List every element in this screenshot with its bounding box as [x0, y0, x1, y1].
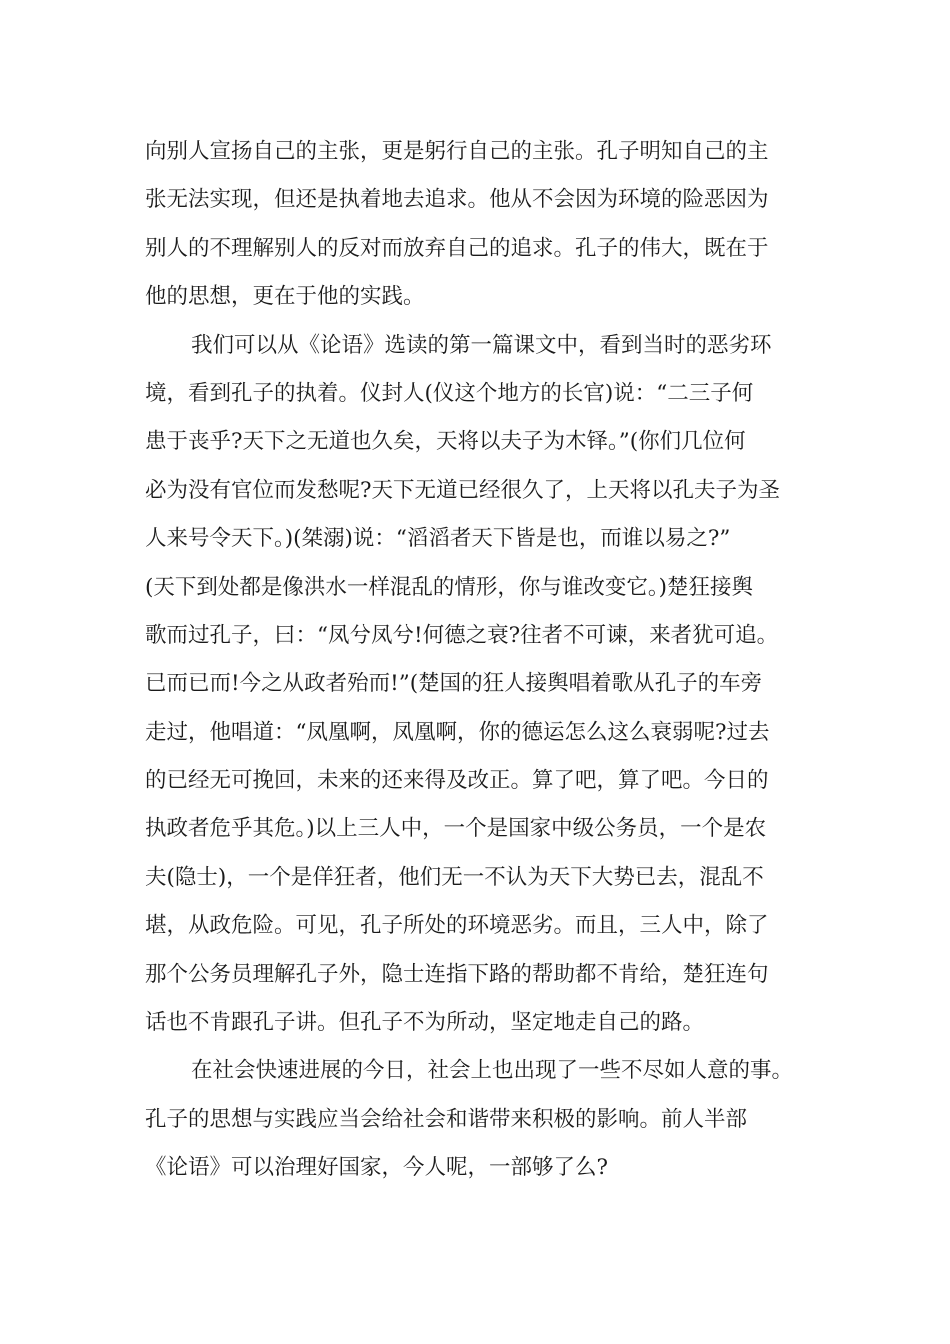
text-line: 向别人宣扬自己的主张，更是躬行自己的主张。孔子明知自己的主	[145, 139, 769, 164]
text-line: 人来号令天下。)(桀溺)说：“滔滔者天下皆是也，而谁以易之?”	[145, 526, 731, 552]
text-line: 那个公务员理解孔子外，隐士连指下路的帮助都不肯给，楚狂连句	[145, 961, 769, 987]
text-line: 张无法实现，但还是执着地去追求。他从不会因为环境的险恶因为	[145, 187, 769, 213]
text-line: 歌而过孔子，曰：“凤兮凤兮!何德之衰?往者不可谏，来者犹可追。	[145, 622, 779, 648]
text-line: 夫(隐士)，一个是佯狂者，他们无一不认为天下大势已去，混乱不	[145, 864, 764, 890]
text-line: (天下到处都是像洪水一样混乱的情形，你与谁改变它。)楚狂接舆	[145, 574, 754, 600]
text-line: 《论语》可以治理好国家，今人呢，一部够了么?	[145, 1155, 609, 1181]
text-line: 孔子的思想与实践应当会给社会和谐带来积极的影响。前人半部	[145, 1106, 748, 1132]
text-line: 堪，从政危险。可见，孔子所处的环境恶劣。而且，三人中，除了	[145, 913, 769, 939]
paragraph-2	[145, 322, 817, 1048]
text-line: 我们可以从《论语》选读的第一篇课文中，看到当时的恶劣环	[191, 332, 772, 358]
text-line: 患于丧乎?天下之无道也久矣，天将以夫子为木铎。”(你们几位何	[145, 429, 746, 455]
text-line: 执政者危乎其危。)以上三人中，一个是国家中级公务员，一个是农	[145, 816, 767, 842]
text-line: 必为没有官位而发愁呢?天下无道已经很久了，上天将以孔夫子为圣	[145, 477, 781, 503]
text-line: 走过，他唱道：“凤凰啊，凤凰啊，你的德运怎么这么衰弱呢?过去	[145, 719, 770, 745]
text-line: 的已经无可挽回，未来的还来得及改正。算了吧，算了吧。今日的	[145, 768, 769, 794]
text-line: 别人的不理解别人的反对而放弃自己的追求。孔子的伟大，既在于	[145, 235, 769, 261]
text-line: 在社会快速进展的今日，社会上也出现了一些不尽如人意的事。	[191, 1058, 794, 1084]
paragraph-3	[145, 1047, 817, 1192]
text-line: 话也不肯跟孔子讲。但孔子不为所动，坚定地走自己的路。	[145, 1010, 705, 1036]
text-line: 他的思想，更在于他的实践。	[145, 284, 425, 310]
text-line: 境，看到孔子的执着。仪封人(仪这个地方的长官)说：“二三子何	[145, 380, 754, 406]
paragraph-1	[145, 128, 817, 322]
text-line: 已而已而!今之从政者殆而!”(楚国的狂人接舆唱着歌从孔子的车旁	[145, 671, 763, 697]
document-body	[145, 128, 817, 1193]
